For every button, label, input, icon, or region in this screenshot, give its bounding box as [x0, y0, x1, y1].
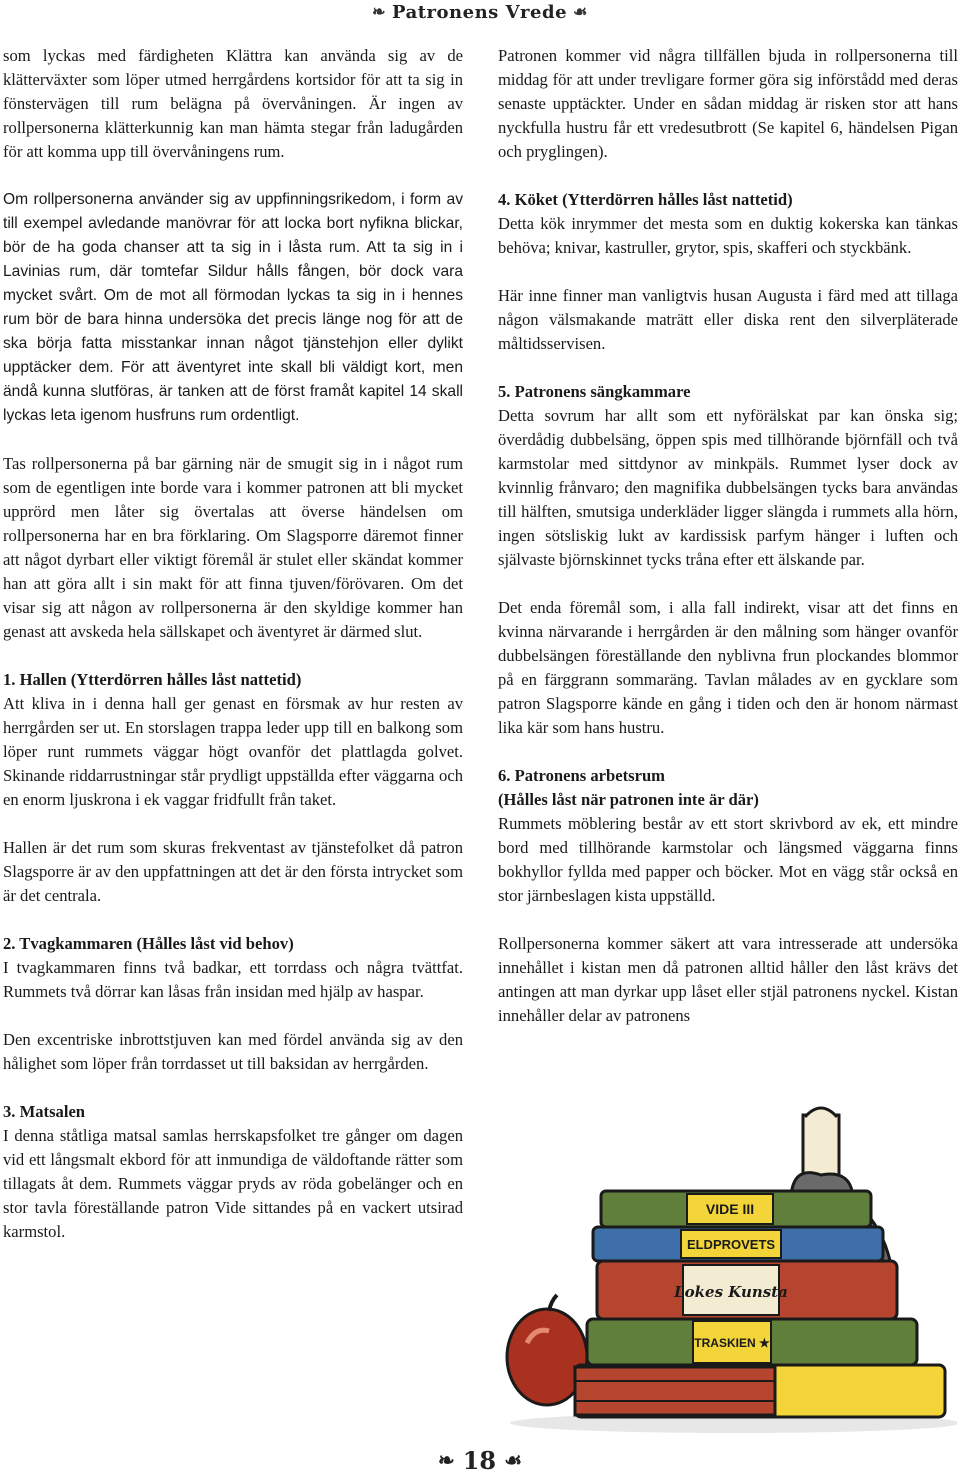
- paragraph: Rollpersonerna kommer säkert att vara intresserade att undersöka innehållet i kistan men då patronen alltid håller den låst krävs det antingen att man dyrkar upp låset eller stjäl patronens nyckel. Kistan innehåller delar av patronens: [498, 934, 958, 1025]
- section-arbetsrum: [498, 764, 958, 908]
- book-title-1: VIDE III: [705, 1201, 755, 1217]
- book-bottom: [575, 1365, 945, 1417]
- paragraph: Om rollpersonerna använder sig av uppfinningsrikedom, i form av till exempel avledande manövrar för att locka bort nyfikna blickar, bör de ha goda chanser att ta sig in i låsta rum. Att ta sig in i Lavinias rum, där tomtefar Sildur hålls fången, bör dock vara mycket svårt. Om de mot all förmodan lyckas ta sig in i hennes rum bör de bara hinna undersöka det precis länge nog för att de ska börja fatta misstankar innan något tjänstehjon eller dylikt upptäcker dem. För att äventyret inte skall bli väldigt kort, men ändå kunna slutföras, är tanken att de först framåt kapitel 14 skall lyckas leta igenom husfruns rum ordentligt.: [3, 191, 463, 424]
- section-heading: 1. Hallen (Ytterdörren hålles låst nattetid): [3, 670, 302, 689]
- book-title-2: ELDPROVETS: [686, 1237, 776, 1252]
- book-title-4: TRASKIEN ★: [694, 1336, 770, 1350]
- section-tvagkammaren: [3, 932, 463, 1004]
- section-heading: 6. Patronens arbetsrum: [498, 766, 665, 785]
- paragraph: Hallen är det rum som skuras frekventast av tjänstefolket då patron Slagsporre är av den uppfattningen att det är den första intrycket som är det centrala.: [3, 838, 463, 905]
- ornament-left-icon: ❧: [437, 1448, 455, 1472]
- page-footer: [0, 1446, 960, 1475]
- book-traskien: [587, 1319, 917, 1365]
- section-heading: 3. Matsalen: [3, 1102, 86, 1121]
- book-title-3: Lokes Kunsta: [674, 1283, 788, 1301]
- paragraph: Tas rollpersonerna på bar gärning när de smugit sig in i något rum som de egentligen inte borde vara i kommer patronen att bli mycket upprörd men låter sig övertalas att överse händelsen om rollpersonerna har en bra förklaring. Om Slagsporre däremot finner att något dyrbart eller viktigt föremål är stulet eller skändat kommer han att göra allt i sin makt för att finna tjuven/förövaren. Om det visar sig att någon av rollpersonerna är den skyldige kommer han genast att avskeda hela sällskapet och äventyret är därmed slut.: [3, 454, 463, 641]
- ornament-left-icon: ❧: [372, 2, 387, 21]
- paragraph: Den excentriske inbrottstjuven kan med fördel använda sig av den hålighet som löper från torrdasset ut till baksidan av herrgården.: [3, 1030, 463, 1073]
- page-number: 18: [462, 1446, 497, 1475]
- right-column: [498, 44, 958, 1028]
- paragraph: Patronen kommer vid några tillfällen bjuda in rollpersonerna till middag för att under trevligare former göra sig införstådd med deras senaste upptäckter. Under en sådan middag är risken stor att hans nyckfulla hustru får ett vredesutbrott (Se kapitel 6, händelsen Pigan och pryglingen).: [498, 46, 958, 161]
- section-heading: 2. Tvagkammaren (Hålles låst vid behov): [3, 934, 294, 953]
- section-hallen: [3, 668, 463, 812]
- left-column: [3, 44, 463, 1244]
- paragraph: som lyckas med färdigheten Klättra kan använda sig av de klätterväxter som löper utmed herrgårdens kortsidor för att ta sig in fönstervägen till rum belägna på övervåningen. Är ingen av rollpersonerna klätterkunnig kan man hämta stegar från ladugården för att komma upp till övervåningens rum.: [3, 46, 463, 161]
- section-text: I denna ståtliga matsal samlas herrskapsfolket tre gånger om dagen vid ett långsmalt ekbord för att inmundiga de väldoftande rätter som tillagats åt dem. Rummets väggar pryds av röda gobelänger och en stor tavla föreställande patron Vide sittandes på en vackert utsirad karmstol.: [3, 1126, 463, 1241]
- ornament-right-icon: ☙: [504, 1448, 523, 1472]
- book-lokes: [597, 1261, 897, 1319]
- paragraph: Det enda föremål som, i alla fall indirekt, visar att det finns en kvinna närvarande i herrgården är den målning som hänger ovanför dubbelsängen föreställande den nyblivna frun plockandes blommor på en färggrann sommaräng. Tavlan målades av en gycklare som patron Slagsporre kände en gång i tiden och den är honom närmast lika kär som hans hustru.: [498, 598, 958, 737]
- header-title: Patronens Vrede: [392, 2, 568, 23]
- books-candle-apple-illustration: [505, 1105, 957, 1435]
- book-vide: [601, 1191, 871, 1227]
- section-text: Detta kök inrymmer det mesta som en duktig kokerska kan tänkas behöva; knivar, kastruller, grytor, spis, skafferi och styckbänk.: [498, 214, 958, 257]
- section-heading: 5. Patronens sängkammare: [498, 382, 691, 401]
- running-header: [0, 2, 960, 23]
- section-text: Detta sovrum har allt som ett nyförälskat par kan önska sig; överdådig dubbelsäng, öppen spis med tillhörande björnfäll och två karmstolar med sittdynor av minkpäls. Rummet lyser dock av kvinnlig frånvaro; den magnifika dubbelsängen tycks bara användas till hälften, smutsiga underkläder ligger slängda i rummets alla hörn, ingen sötsliskig lukt av kardissisk parfym hänger i luften och självaste björnskinnet tycks tråna efter ett älskande par.: [498, 406, 958, 569]
- section-heading: 4. Köket (Ytterdörren hålles låst nattetid): [498, 190, 793, 209]
- section-koket: [498, 188, 958, 260]
- book-eldprovets: [593, 1227, 883, 1261]
- section-subheading: (Hålles låst när patronen inte är där): [498, 790, 759, 809]
- section-text: Att kliva in i denna hall ger genast en försmak av hur resten av herrgården ser ut. En storslagen trappa leder upp till en balkong som löper runt rummets väggar högt ovanför det plattlagda golvet. Skinande riddarrustningar står prydligt uppställda efter väggarna och en enorm ljuskrona i ek vaggar fridfullt från taket.: [3, 694, 463, 809]
- paragraph: Här inne finner man vanligtvis husan Augusta i färd med att tillaga någon välsmakande maträtt eller diska rent den silverpläterade måltidsservisen.: [498, 286, 958, 353]
- ornament-right-icon: ☙: [573, 2, 588, 21]
- section-sangkammare: [498, 380, 958, 572]
- section-text: I tvagkammaren finns två badkar, ett torrdass och några tvättfat. Rummets två dörrar kan låsas från insidan med hjälp av haspar.: [3, 958, 463, 1001]
- section-text: Rummets möblering består av ett stort skrivbord av ek, ett mindre bord med tillhörande karmstolar och längsmed väggarna finns bokhyllor fyllda med papper och böcker. Mot en vägg står också en stor järnbeslagen kista uppställd.: [498, 814, 958, 905]
- section-matsalen: [3, 1100, 463, 1244]
